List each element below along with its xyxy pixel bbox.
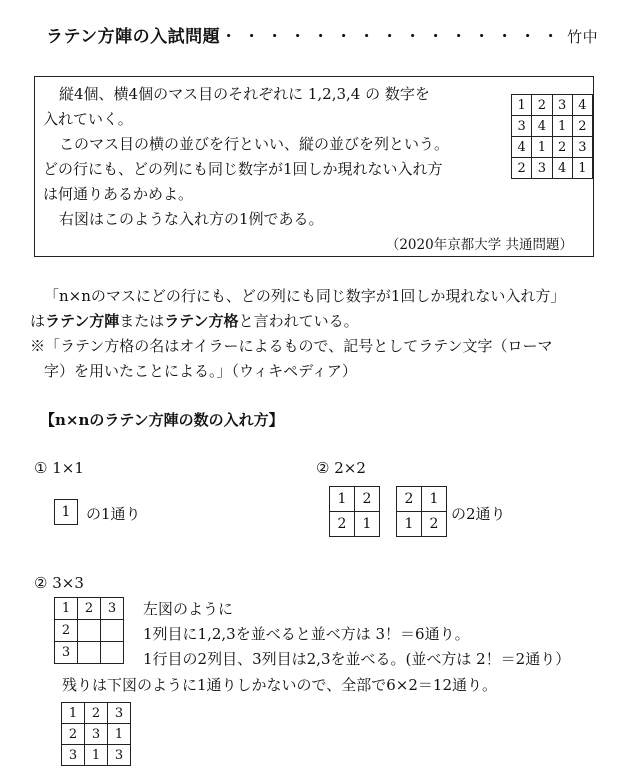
title-main: ラテン方陣の入試問題 — [46, 27, 221, 47]
case3-summary: 残りは下図のように1通りしかないので、全部で6×2＝12通り。 — [62, 676, 497, 694]
problem-source: （2020年京都大学 共通問題） — [385, 237, 573, 253]
definition-line-1: 「n×nのマスにどの行にも、どの列にも同じ数字が1回しか現れない入れ方」 — [44, 287, 566, 305]
grid-cell: 3 — [101, 598, 124, 620]
definition-text: または — [119, 312, 165, 330]
grid-cell: 4 — [512, 137, 532, 158]
note-line-2: 字）を用いたことによる。」（ウィキペディア） — [44, 362, 357, 380]
grid-cell: 2 — [330, 512, 355, 537]
grid-cell: 4 — [532, 116, 552, 137]
grid-cell: 1 — [532, 137, 552, 158]
case3-label: ② 3×3 — [34, 574, 84, 592]
latin-square-2x2-a — [329, 486, 380, 537]
grid-cell: 3 — [552, 95, 572, 116]
grid-cell: 2 — [355, 487, 380, 512]
grid-cell: 4 — [572, 95, 592, 116]
title-dots: ・・・・・・・・・・・・・・・ — [220, 27, 566, 47]
grid-cell: 1 — [552, 116, 572, 137]
grid-cell: 1 — [512, 95, 532, 116]
problem-box — [34, 76, 594, 257]
case3-desc-1: 左図のように — [143, 600, 234, 618]
grid-cell: 3 — [55, 642, 78, 664]
grid-cell: 1 — [55, 500, 78, 525]
case1-label: ① 1×1 — [34, 459, 84, 477]
grid-cell: 3 — [108, 703, 131, 724]
grid-cell: 1 — [422, 487, 447, 512]
grid-cell — [78, 620, 101, 642]
problem-line-3: このマス目の横の並びを行といい、縦の並びを列という。 — [59, 135, 450, 153]
grid-cell: 2 — [422, 512, 447, 537]
grid-cell: 2 — [572, 116, 592, 137]
grid-cell: 2 — [62, 724, 85, 745]
heading-part: 【n×nの — [40, 411, 105, 429]
grid-cell — [78, 642, 101, 664]
grid-cell: 3 — [532, 158, 552, 179]
grid-cell: 1 — [355, 512, 380, 537]
heading-part: 】 — [268, 411, 284, 429]
term-latin-grid: ラテン方格 — [164, 312, 239, 330]
grid-cell: 3 — [108, 745, 131, 766]
grid-cell: 1 — [85, 745, 108, 766]
latin-square-3x3-full — [61, 702, 131, 766]
grid-cell: 2 — [552, 137, 572, 158]
section-heading — [40, 409, 284, 430]
grid-cell: 1 — [55, 598, 78, 620]
heading-part: ラテン方陣の数の入れ方 — [104, 411, 269, 429]
problem-line-1: 縦4個、横4個のマス目のそれぞれに 1,2,3,4 の 数字を — [59, 85, 430, 103]
grid-cell: 3 — [572, 137, 592, 158]
grid-cell: 3 — [62, 745, 85, 766]
case2-label: ② 2×2 — [316, 459, 366, 477]
latin-square-3x3-partial — [54, 597, 124, 664]
term-latin-square: ラテン方陣 — [45, 312, 120, 330]
grid-cell: 2 — [397, 487, 422, 512]
example-latin-square-4x4 — [511, 94, 593, 179]
grid-cell: 3 — [512, 116, 532, 137]
grid-cell: 1 — [397, 512, 422, 537]
problem-line-5: は何通りあるかめよ。 — [43, 185, 194, 203]
note-line-1: ※「ラテン方格の名はオイラーによるもので、記号としてラテン文字（ローマ — [30, 337, 553, 355]
case2-result: の2通り — [451, 505, 506, 523]
grid-cell: 2 — [85, 703, 108, 724]
problem-line-6: 右図はこのような入れ方の1例である。 — [59, 210, 324, 228]
definition-text: は — [30, 312, 46, 330]
grid-cell — [101, 620, 124, 642]
case3-desc-3: 1行目の2列目、3列目は2,3を並べる。(並べ方は 2！＝2通り） — [143, 650, 571, 668]
grid-cell — [101, 642, 124, 664]
problem-line-2: 入れていく。 — [43, 110, 133, 128]
problem-line-4: どの行にも、どの列にも同じ数字が1回しか現れない入れ方 — [43, 160, 443, 178]
definition-line-2 — [30, 310, 359, 331]
latin-square-1x1 — [54, 499, 78, 525]
case1-result: の1通り — [86, 505, 141, 523]
latin-square-2x2-b — [396, 486, 447, 537]
grid-cell: 4 — [552, 158, 572, 179]
grid-cell: 2 — [78, 598, 101, 620]
grid-cell: 1 — [108, 724, 131, 745]
grid-cell: 1 — [572, 158, 592, 179]
page-title — [46, 22, 598, 47]
grid-cell: 1 — [330, 487, 355, 512]
case3-desc-2: 1列目に1,2,3を並べると並べ方は 3！＝6通り。 — [143, 625, 470, 643]
grid-cell: 2 — [55, 620, 78, 642]
grid-cell: 3 — [85, 724, 108, 745]
grid-cell: 2 — [512, 158, 532, 179]
title-author: 竹中 — [567, 28, 599, 46]
grid-cell: 2 — [532, 95, 552, 116]
definition-text: と言われている。 — [238, 312, 359, 330]
grid-cell: 1 — [62, 703, 85, 724]
